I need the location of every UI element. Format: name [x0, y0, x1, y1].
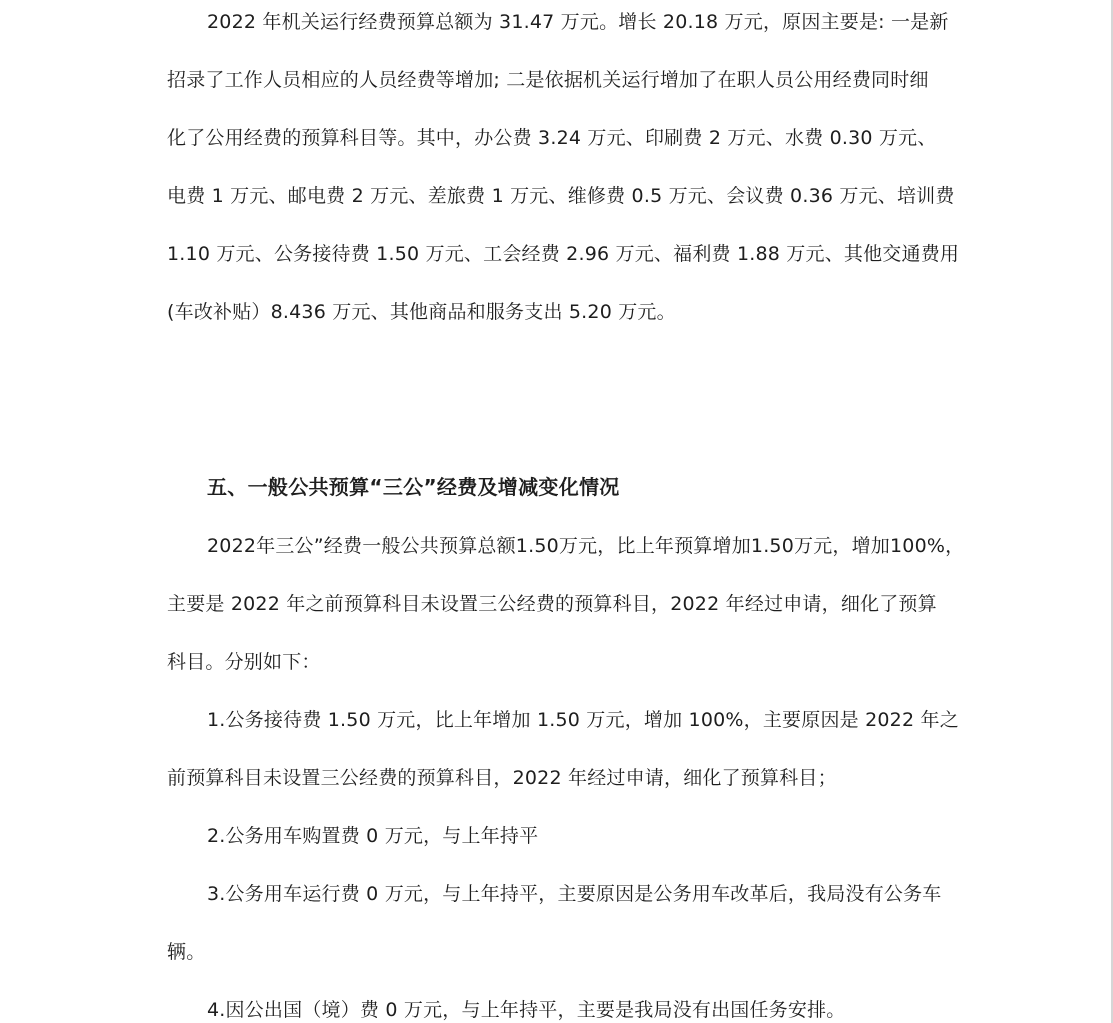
paragraph-line: 化了公用经费的预算科目等。其中，办公费 3.24 万元、印刷费 2 万元、水费 0.30 万元、 — [167, 127, 937, 149]
paragraph-line: 科目。分别如下： — [167, 651, 321, 673]
paragraph-line: 2022 年机关运行经费预算总额为 31.47 万元。增长 20.18 万元，原因主要是: 一是新 — [207, 11, 949, 33]
paragraph-line: 主要是 2022 年之前预算科目未设置三公经费的预算科目，2022 年经过申请，细化了预算 — [167, 593, 937, 615]
paragraph-line: 2022年三公”经费一般公共预算总额1.50万元，比上年预算增加1.50万元，增加100%， — [207, 535, 965, 557]
list-item-line: 2.公务用车购置费 0 万元，与上年持平 — [207, 825, 539, 847]
list-item-line: 3.公务用车运行费 0 万元，与上年持平，主要原因是公务用车改革后，我局没有公务车 — [207, 883, 942, 905]
paragraph-line: 招录了工作人员相应的人员经费等增加; 二是依据机关运行增加了在职人员公用经费同时细 — [167, 69, 929, 91]
paragraph-line: 1.10 万元、公务接待费 1.50 万元、工会经费 2.96 万元、福利费 1.88 万元、其他交通费用 — [167, 243, 960, 265]
paragraph-line: 电费 1 万元、邮电费 2 万元、差旅费 1 万元、维修费 0.5 万元、会议费 0.36 万元、培训费 — [167, 185, 955, 207]
paragraph-line: (车改补贴）8.436 万元、其他商品和服务支出 5.20 万元。 — [167, 301, 676, 323]
list-item-line: 辆。 — [167, 941, 206, 963]
section-heading: 五、一般公共预算“三公”经费及增减变化情况 — [207, 475, 620, 499]
list-item-line: 前预算科目未设置三公经费的预算科目，2022 年经过申请，细化了预算科目； — [167, 767, 837, 789]
list-item-line: 1.公务接待费 1.50 万元，比上年增加 1.50 万元，增加 100%，主要原因是 2022 年之 — [207, 709, 959, 731]
list-item-line: 4.因公出国（境）费 0 万元，与上年持平，主要是我局没有出国任务安排。 — [207, 999, 846, 1021]
